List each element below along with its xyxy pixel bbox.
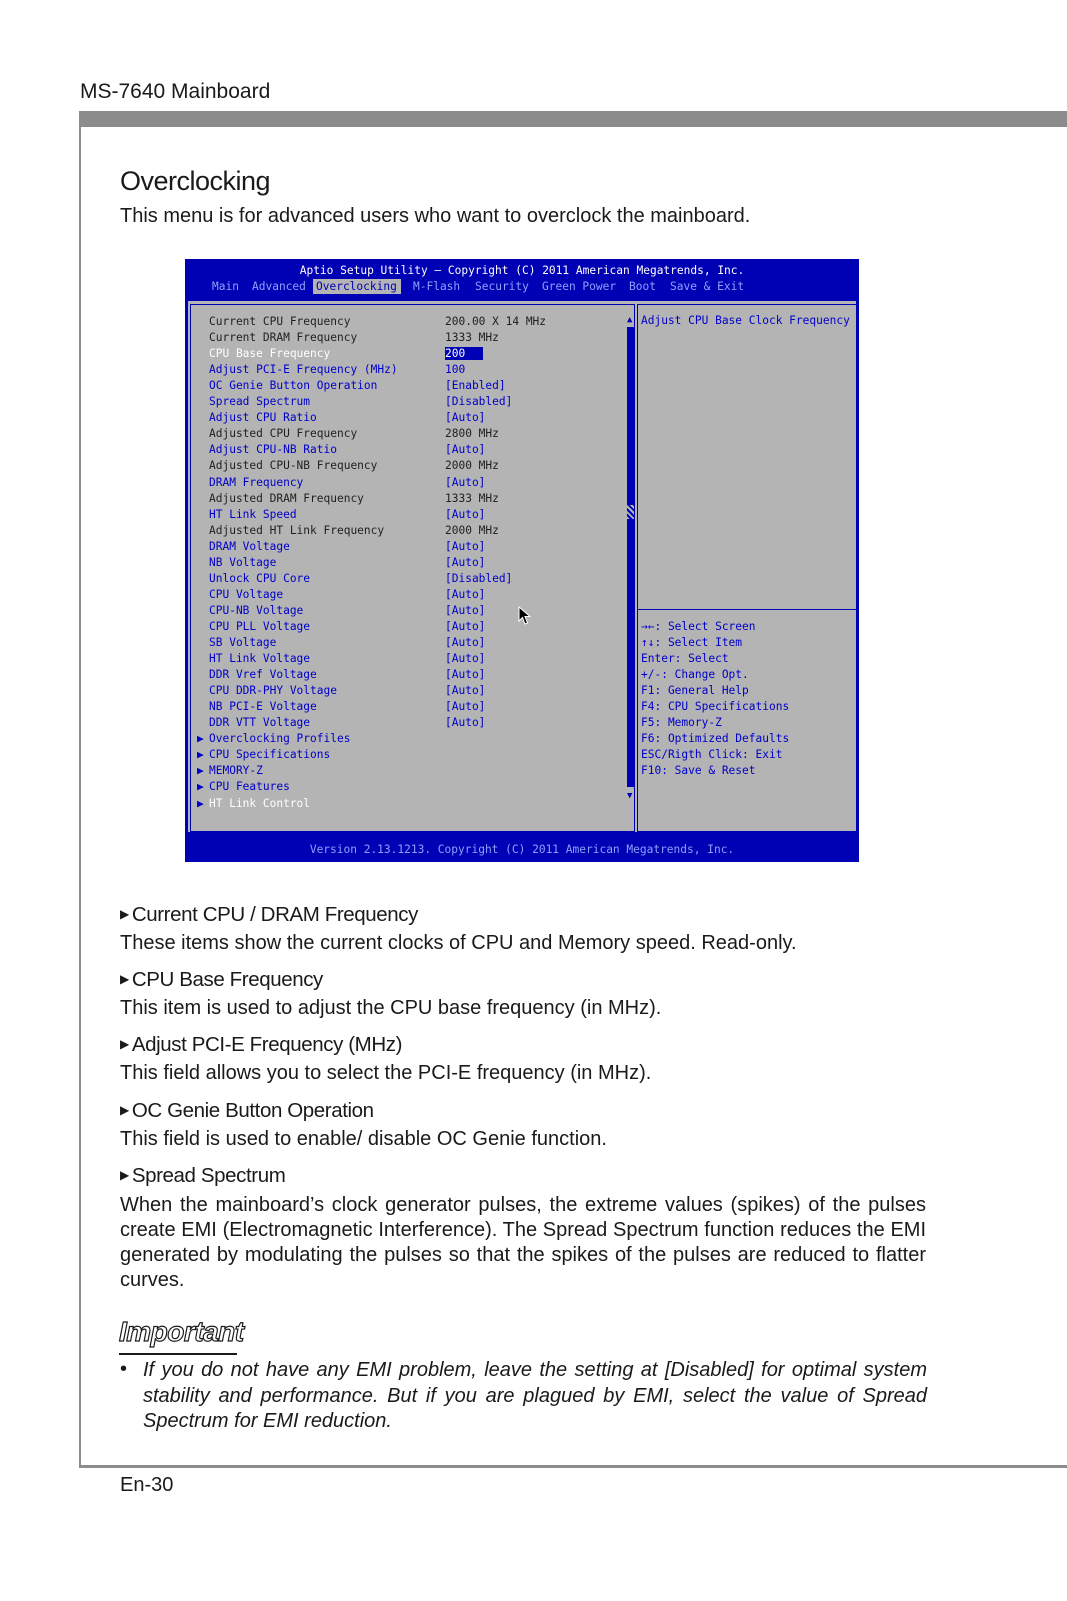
help-divider [638,609,857,610]
bios-setting-label: DRAM Voltage [209,539,290,553]
bios-setting-value[interactable]: [Enabled] [445,379,506,393]
bios-submenu-label: CPU Features [209,780,290,794]
bios-tab[interactable]: Green Power [542,280,617,293]
bios-setting-label: Adjust PCI-E Frequency (MHz) [209,363,398,377]
bios-setting-label: DRAM Frequency [209,475,304,489]
item-description: These items show the current clocks of CPU and Memory speed. Read-only. [120,932,797,954]
bios-setting-value[interactable]: [Auto] [445,684,486,698]
bios-setting-label: Adjusted CPU Frequency [209,427,358,441]
bios-key-hint: ESC/Rigth Click: Exit [641,748,783,762]
bios-setting-label: DDR Vref Voltage [209,668,317,682]
document-header: MS-7640 Mainboard [80,80,271,103]
bios-scrollbar[interactable] [627,315,634,801]
bios-key-hint: Enter: Select [641,652,729,666]
bottom-rule [79,1465,1067,1468]
submenu-arrow-icon: ▶ [197,780,204,794]
bios-setting-label: Adjust CPU Ratio [209,411,317,425]
bios-setting-label: OC Genie Button Operation [209,379,378,393]
bios-setting-label: CPU DDR-PHY Voltage [209,684,337,698]
submenu-arrow-icon: ▶ [197,748,204,762]
bios-setting-value[interactable]: [Auto] [445,619,486,633]
scroll-track[interactable] [627,327,634,787]
bios-panel [186,299,858,834]
bios-setting-value[interactable]: [Auto] [445,652,486,666]
bios-submenu-label: HT Link Control [209,796,311,810]
item-description: This item is used to adjust the CPU base frequency (in MHz). [120,997,662,1019]
bios-help-text: Adjust CPU Base Clock Frequency [641,314,850,327]
bios-setting-label: NB Voltage [209,555,277,569]
bios-setting-value[interactable]: [Auto] [445,636,486,649]
bios-key-hint: F4: CPU Specifications [641,700,790,714]
item-description: This field is used to enable/ disable OC Genie function. [120,1128,607,1150]
bios-setting-value[interactable]: [Disabled] [445,395,513,409]
bios-key-hint: F6: Optimized Defaults [641,732,790,746]
bios-tab[interactable]: Overclocking [313,279,401,294]
section-intro: This menu is for advanced users who want to overclock the mainboard. [120,205,751,227]
item-heading [120,968,323,992]
bios-setting-value[interactable]: [Auto] [445,668,486,682]
item-heading [120,1033,402,1057]
important-note: If you do not have any EMI problem, leave the setting at [Disabled] for optimal system stability and performance. But if you are plagued by EMI, select the value of Spread Spectrum for EMI reduction. [143,1359,927,1432]
bios-setting-label: SB Voltage [209,636,277,649]
item-heading-text: CPU Base Frequency [131,968,323,991]
submenu-arrow-icon: ▶ [197,732,204,746]
bios-footer: Version 2.13.1213. Copyright (C) 2011 American Megatrends, Inc. [309,843,735,856]
bios-tab[interactable]: Security [475,280,529,293]
item-heading [120,1099,374,1123]
bios-submenu-label: CPU Specifications [209,748,331,762]
header-bar [80,111,1067,127]
bios-tab[interactable]: Main [212,280,239,293]
bios-tab[interactable]: Boot [629,280,656,293]
bios-submenu-label: MEMORY-Z [209,764,263,778]
page-number: En-30 [120,1474,174,1496]
bios-setting-label: Adjusted DRAM Frequency [209,491,364,505]
bios-setting-label: Current DRAM Frequency [209,331,358,345]
submenu-arrow-icon: ▶ [197,796,204,810]
bios-setting-value[interactable]: [Auto] [445,443,486,457]
bios-setting-label: Unlock CPU Core [209,571,311,585]
bios-setting-label: CPU-NB Voltage [209,603,304,617]
bios-menubar [185,279,859,295]
item-heading-text: Spread Spectrum [131,1164,286,1187]
item-heading [120,1164,285,1188]
bios-submenu-label: Overclocking Profiles [209,732,351,746]
important-underline [119,1353,237,1355]
bios-key-hint: F10: Save & Reset [641,764,756,778]
bios-setting-value: 2000 MHz [445,459,499,473]
bios-setting-value[interactable]: 200 [445,347,483,360]
mouse-pointer-icon [518,606,532,626]
left-rule [79,111,81,1467]
item-description: When the mainboard’s clock generator pulses, the extreme values (spikes) of the pulses create EMI (Electromagnetic Interference). The Spread Spectrum function reduces the EMI generated by modulating the pulses so that the spikes of the pulses are reduced to flatter curves. [120,1194,926,1291]
bios-key-hint: +/-: Change Opt. [641,668,749,682]
heading-triangle-icon: ▶ [120,907,129,921]
bios-setting-label: Adjusted HT Link Frequency [209,523,385,537]
bios-setting-value[interactable]: [Disabled] [445,571,513,585]
bios-setting-label: HT Link Speed [209,507,297,521]
heading-triangle-icon: ▶ [120,1103,129,1117]
important-heading: Important [119,1316,244,1347]
bios-setting-value[interactable]: 100 [445,363,466,377]
bios-setting-value[interactable]: [Auto] [445,411,486,425]
heading-triangle-icon: ▶ [120,1037,129,1051]
bios-setting-label: CPU Voltage [209,587,284,601]
bios-setting-label: Spread Spectrum [209,395,311,409]
bios-setting-value[interactable]: [Auto] [445,555,486,569]
bios-setting-label: Adjusted CPU-NB Frequency [209,459,378,473]
item-heading-text: Current CPU / DRAM Frequency [131,903,418,926]
bios-tab[interactable]: M-Flash [413,280,461,293]
bios-setting-value[interactable]: [Auto] [445,587,486,601]
bios-setting-value[interactable]: [Auto] [445,603,486,617]
section-title: Overclocking [120,166,271,196]
bios-key-hint: F5: Memory-Z [641,716,722,730]
bios-setting-value[interactable]: [Auto] [445,539,486,553]
item-heading [120,903,418,927]
bios-setting-label: HT Link Voltage [209,652,311,666]
bios-key-hint: F1: General Help [641,684,749,698]
bios-setting-value[interactable]: [Auto] [445,507,486,521]
bios-setting-value[interactable]: [Auto] [445,700,486,714]
bios-setting-label: NB PCI-E Voltage [209,700,317,714]
bios-setting-label: Adjust CPU-NB Ratio [209,443,337,457]
note-bullet: • [120,1358,128,1380]
scroll-thumb[interactable] [627,505,634,519]
bios-setting-value: 2000 MHz [445,523,499,537]
bios-screenshot [185,259,859,862]
item-heading-text: OC Genie Button Operation [131,1099,374,1122]
bios-title: Aptio Setup Utility – Copyright (C) 2011 American Megatrends, Inc. [299,264,745,277]
submenu-arrow-icon: ▶ [197,764,204,778]
bios-setting-value[interactable]: [Auto] [445,475,486,489]
bios-key-hint: →←: Select Screen [641,620,756,633]
bios-setting-value: 1333 MHz [445,491,499,505]
bios-setting-label: Current CPU Frequency [209,315,351,328]
bios-setting-label: CPU PLL Voltage [209,619,311,633]
bios-tab[interactable]: Advanced [252,280,306,293]
bios-setting-value: 1333 MHz [445,331,499,345]
bios-setting-value[interactable]: [Auto] [445,716,486,730]
bios-key-hint: ↑↓: Select Item [641,636,743,650]
bios-setting-label: CPU Base Frequency [209,347,331,361]
bios-setting-value: 2800 MHz [445,427,499,441]
bios-setting-value: 200.00 X 14 MHz [445,315,547,328]
heading-triangle-icon: ▶ [120,1168,129,1182]
bios-help-panel [637,304,858,832]
scroll-down-icon[interactable]: ▼ [627,791,633,801]
item-description: This field allows you to select the PCI-E frequency (in MHz). [120,1062,652,1084]
scroll-up-icon[interactable]: ▲ [627,315,633,325]
bios-settings-list [190,304,635,832]
bios-tab[interactable]: Save & Exit [670,280,745,293]
bios-setting-label: DDR VTT Voltage [209,716,311,730]
heading-triangle-icon: ▶ [120,972,129,986]
item-heading-text: Adjust PCI-E Frequency (MHz) [131,1033,403,1056]
